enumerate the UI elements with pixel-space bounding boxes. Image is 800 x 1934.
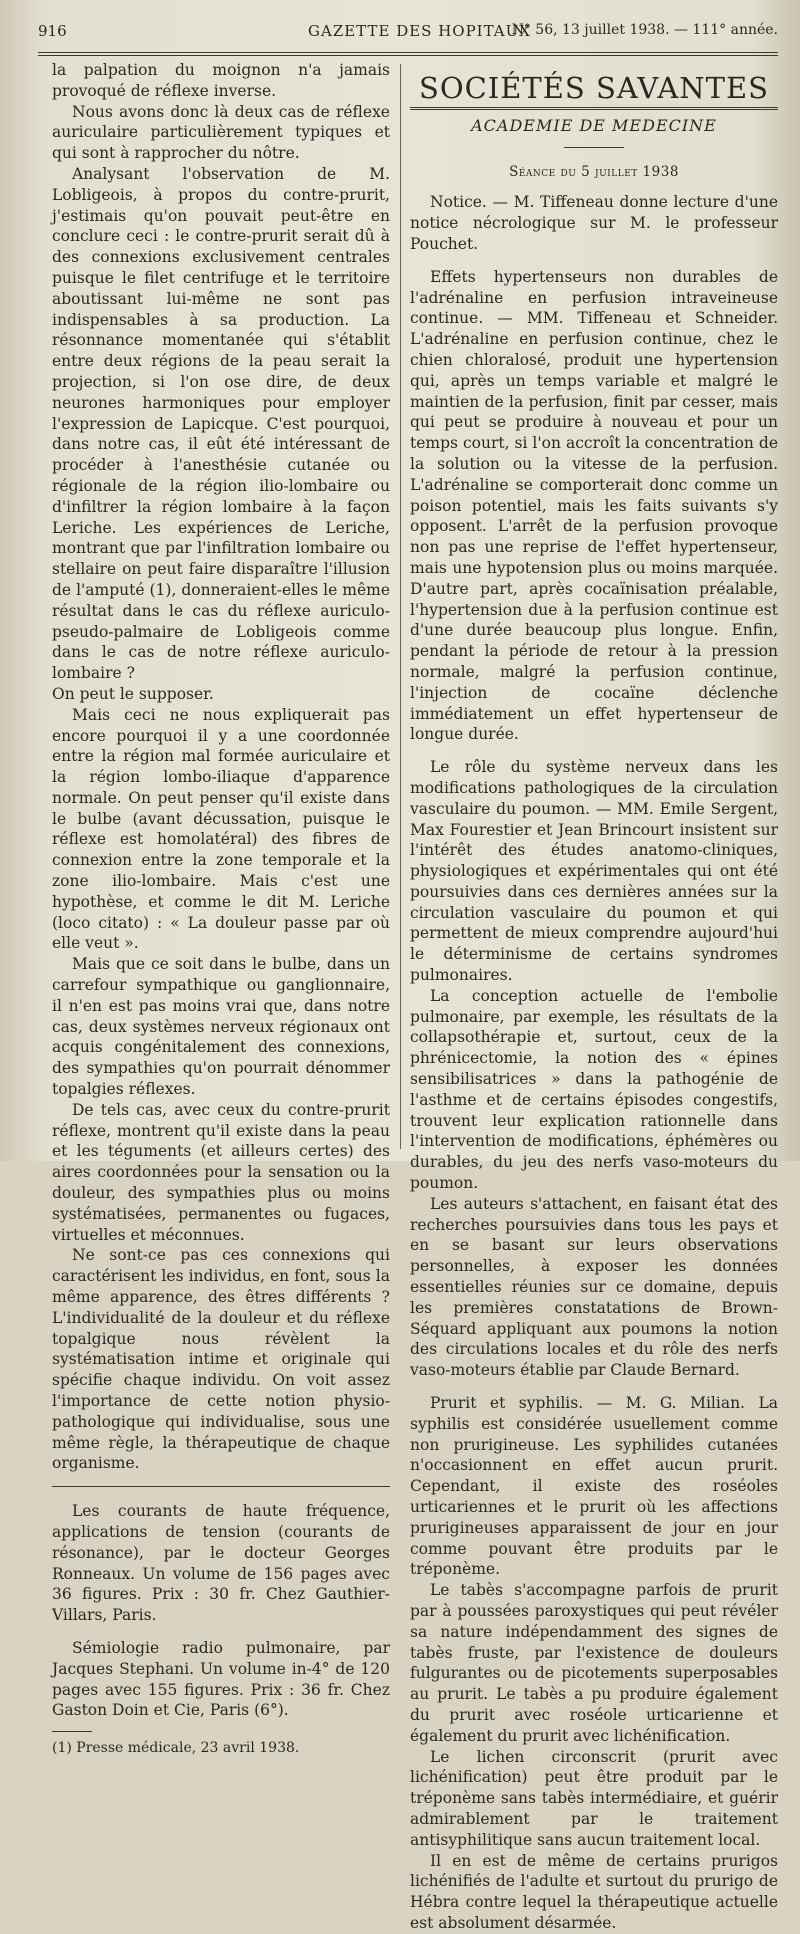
footnote-rule — [52, 1731, 92, 1732]
issue-info: N° 56, 13 juillet 1938. — 111° année. — [511, 22, 778, 38]
paragraph: Nous avons donc là deux cas de réflexe auriculaire particulièrement typiques et qui sont à rapprocher du nôtre. — [52, 102, 390, 163]
book-notice: Les courants de haute fréquence, applications de tension (courants de résonance), par le docteur Georges Ronneaux. Un volume de 156 pages avec 36 figures. Prix : 30 fr. Chez Gauthier-Villars, Paris. — [52, 1502, 390, 1625]
paragraph: Mais ceci ne nous expliquerait pas encore pourquoi il y a une coordonnée entre la région mal formée auriculaire et la région lombo-iliaque d'apparence normale. On peut penser qu'il existe dans le bulbe (avant décussation, puisque le réflexe est homolatéral) des fibres de connexion entre la zone temporale et la zone ilio-lombaire. Mais c'est une hypothèse, et comme le dit M. Leriche (loco citato) : « La douleur passe par où elle veut ». — [52, 705, 390, 953]
paragraph: Ne sont-ce pas ces connexions qui caractérisent les individus, en font, sous la même apparence, des êtres différents ? L'individualité de la douleur et du réflexe topalgique nous révèlent la systématisation intime et originale qui spécifie chaque individu. On voit assez l'importance de cette notion physio-pathologique qui individualise, sous une même règle, la thérapeutique de chaque organisme. — [52, 1246, 390, 1473]
academy-heading: ACADEMIE DE MEDECINE — [471, 115, 717, 135]
right-column — [410, 60, 778, 1934]
paragraph: Les auteurs s'attachent, en faisant état des recherches poursuivies dans tous les pays et en se basant sur leurs observations personnelles, à exposer les données essentielles réunies sur ce domaine, depuis les premières constatations de Brown-Séquard appliquant aux poumons la notion des circulations locales et du rôle des nerfs vaso-moteurs établie par Claude Bernard. — [410, 1194, 778, 1380]
section-title: SOCIÉTÉS SAVANTES — [418, 71, 770, 105]
book-notice: Sémiologie radio pulmonaire, par Jacques Stephani. Un volume in-4° de 120 pages avec 155 figures. Prix : 36 fr. Chez Gaston Doin et Cie, Paris (6°). — [52, 1638, 390, 1720]
paragraph: Mais que ce soit dans le bulbe, dans un carrefour sympathique ou ganglionnaire, il n'en est pas moins vrai que, dans notre cas, deux systèmes nerveux régionaux ont acquis congénitalement des connexions, des sympathies qu'on pourrait dénommer topalgies réflexes. — [52, 955, 390, 1099]
paragraph: De tels cas, avec ceux du contre-prurit réflexe, montrent qu'il existe dans la peau et les téguments (et ailleurs certes) des aires coordonnées pour la sensation ou la douleur, des sympathies plus ou moins systématisées, permanentes ou fugaces, virtuelles et méconnues. — [52, 1100, 390, 1244]
paragraph: La conception actuelle de l'embolie pulmonaire, par exemple, les résultats de la collapsothérapie et, surtout, ceux de la phrénicectomie, la notion des « épines sensibilisatrices » dans la pathogénie de l'asthme et de certains épisodes congestifs, trouvent leur explication rationnelle dans l'intervention de modifications, éphémères ou durables, du jeu des nerfs vaso-moteurs du poumon. — [410, 986, 778, 1193]
section-rule — [52, 1486, 390, 1487]
header-rule-2 — [38, 55, 778, 56]
header-rule — [38, 52, 778, 53]
page-header — [38, 14, 778, 44]
left-column — [52, 60, 390, 1759]
session-date: Séance du 5 juillet 1938 — [509, 163, 679, 180]
page-number: 916 — [38, 22, 67, 40]
paragraph: Le tabès s'accompagne parfois de prurit par à poussées paroxystiques qui peut révéler sa nature indépendamment des signes de tabès fruste, par l'existence de douleurs fulgurantes ou de picotements superposables au prurit. Le tabès a pu produire également du prurit avec roséole urticarienne et également du prurit avec lichénification. — [410, 1581, 778, 1745]
column-divider — [400, 64, 401, 1149]
paragraph: Il en est de même de certains prurigos lichénifiés de l'adulte et surtout du prurigo de Hébra contre lequel la thérapeutique actuelle est absolument désarmée. — [410, 1851, 778, 1932]
paragraph: Analysant l'observation de M. Lobligeois, à propos du contre-prurit, j'estimais qu'on pouvait peut-être en conclure ceci : le contre-prurit serait dû à des connexions exclusivement centrales puisque le filet centrifuge et le territoire aboutissant lui-même ne sont pas indispensables à sa production. La résonnance momentanée qui s'établit entre deux régions de la peau serait la projection, si l'on ose dire, de deux neurones harmoniques pour employer l'expression de Lapicque. C'est pourquoi, dans notre cas, il eût été intéressant de procéder à l'anesthésie cutanée ou régionale de la région ilio-lombaire ou d'infiltrer la région lombaire à la façon Leriche. Les expériences de Leriche, montrant que par l'infiltration lombaire ou stellaire on peut faire disparaître l'illusion de l'amputé (1), donneraient-elles le même résultat dans le cas du réflexe auriculo-pseudo-palmaire de Lobligeois comme dans le cas de notre réflexe auriculo-lombaire ? — [52, 164, 390, 683]
footnote: (1) Presse médicale, 23 avril 1938. — [52, 1740, 300, 1757]
paragraph: la palpation du moignon n'a jamais provoqué de réflexe inverse. — [52, 61, 390, 100]
article-adrenaline: Effets hypertenseurs non durables de l'adrénaline en perfusion intraveineuse continue. — MM. Tiffeneau et Schneider. L'adrénaline en perfusion continue, chez le chien chloralosé, produit une hypertension qui, après un temps variable et malgré le maintien de la perfusion, finit par cesser, mais qui peut se produire à nouveau et pour un temps court, si l'on accroît la concentration de la solution ou la vitesse de la perfusion. L'adrénaline se comporterait donc comme un poison potentiel, mais les faits suivants s'y opposent. L'arrêt de la perfusion provoque non pas une reprise de l'effet hypertenseur, mais une hypotension plus ou moins marquée. D'autre part, après cocaïnisation préalable, l'hypertension due à la perfusion continue est d'une durée beaucoup plus longue. Enfin, pendant la période de retour à la pression normale, malgré la perfusion continue, l'injection de cocaïne déclenche immédiatement un effet hypertenseur de longue durée. — [410, 267, 778, 744]
article-nervous-system: Le rôle du système nerveux dans les modifications pathologiques de la circulation vasculaire du poumon. — MM. Emile Sergent, Max Fourestier et Jean Brincourt insistent sur l'intérêt des études anatomo-cliniques, physiologiques et expérimentales qui ont été poursuivies dans ces dernières années sur la circulation vasculaire du poumon et qui permettent de mieux comprendre aujourd'hui le déterminisme de certains syndromes pulmonaires. — [410, 758, 778, 985]
paragraph: Le lichen circonscrit (prurit avec lichénification) peut être produit par le tréponème sans tabès intermédiaire, et guérir admirablement par le traitement antisyphilitique sans aucun traitement local. — [410, 1747, 778, 1849]
section-title-rule — [410, 107, 778, 110]
notice-paragraph: Notice. — M. Tiffeneau donne lecture d'une notice nécrologique sur M. le professeur Pouchet. — [410, 193, 778, 253]
journal-title: GAZETTE DES HOPITAUX — [308, 22, 531, 40]
article-prurit: Prurit et syphilis. — M. G. Milian. La syphilis est considérée usuellement comme non prurigineuse. Les syphilides cutanées n'occasionnent en effet aucun prurit. Cependant, il existe des roséoles urticariennes et le prurit où les affections prurigineuses apparaissent de jour en jour comme pouvant être produits par le tréponème. — [410, 1394, 778, 1579]
paragraph: On peut le supposer. — [52, 684, 214, 703]
short-rule — [564, 147, 624, 148]
